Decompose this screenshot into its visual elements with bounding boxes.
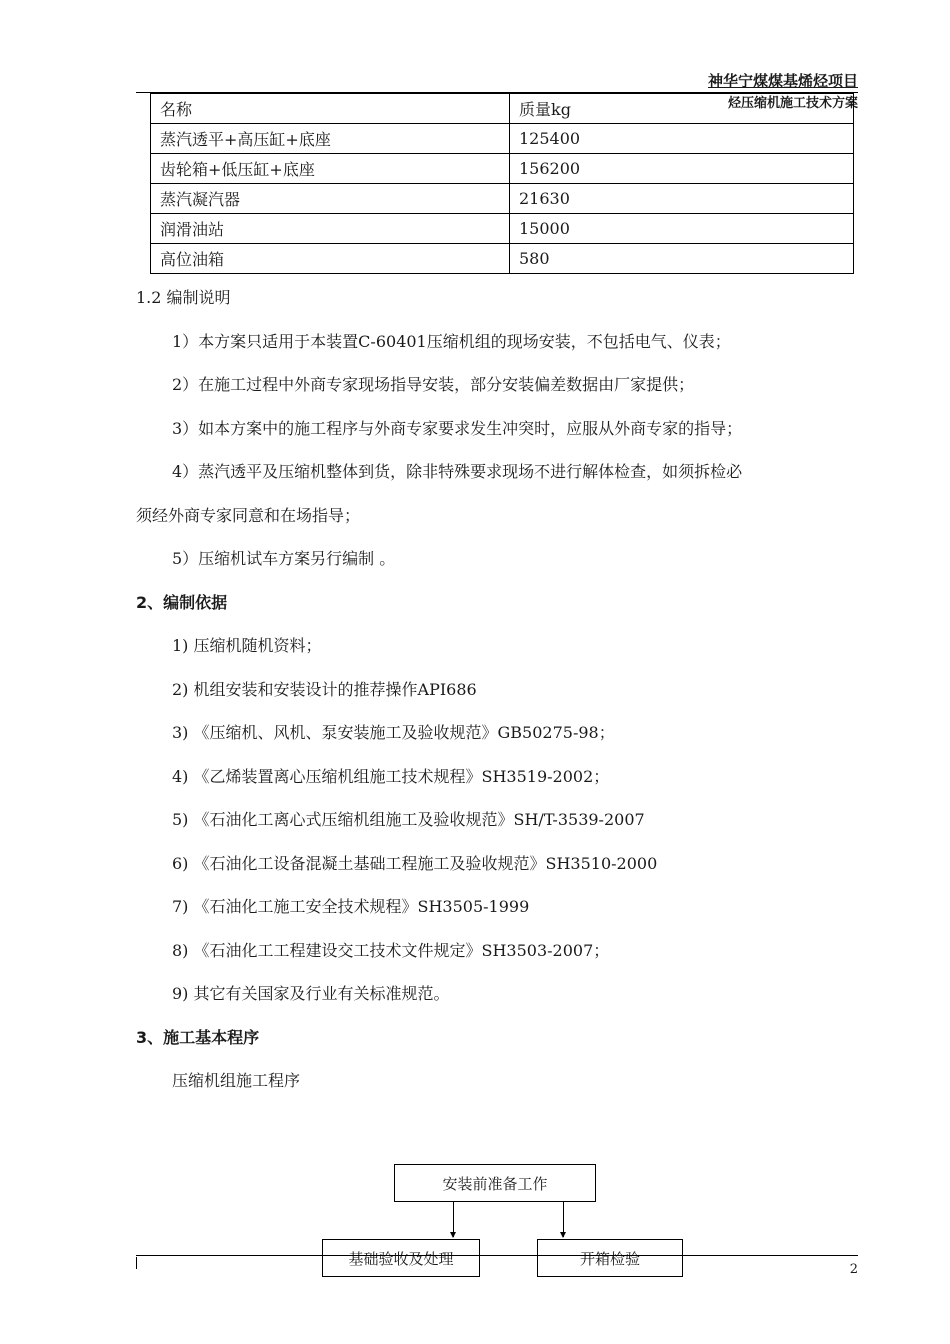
footer-rule	[136, 1255, 858, 1256]
note-item-continued: 须经外商专家同意和在场指导；	[136, 506, 361, 525]
flow-box-foundation: 基础验收及处理	[322, 1239, 480, 1277]
table-row	[151, 244, 854, 274]
header-subtitle: 烃压缩机施工技术方案	[727, 96, 858, 111]
basis-item: 3) 《压缩机、风机、泵安装施工及验收规范》GB50275-98；	[172, 723, 615, 742]
table-header-row	[151, 94, 854, 124]
table-cell-mass: 156200	[510, 154, 854, 184]
table-row	[151, 154, 854, 184]
footer-mark	[136, 1257, 137, 1269]
table-cell-name: 高位油箱	[151, 244, 510, 274]
table-header-mass: 质量kg	[510, 94, 854, 124]
table-row	[151, 124, 854, 154]
basis-item: 5) 《石油化工离心式压缩机组施工及验收规范》SH/T-3539-2007	[172, 810, 645, 829]
note-item: 2）在施工过程中外商专家现场指导安装，部分安装偏差数据由厂家提供；	[172, 375, 695, 394]
table-cell-mass: 125400	[510, 124, 854, 154]
basis-item: 4) 《乙烯装置离心压缩机组施工技术规程》SH3519-2002；	[172, 767, 610, 786]
basis-item: 7) 《石油化工施工安全技术规程》SH3505-1999	[172, 897, 530, 916]
basis-item: 9) 其它有关国家及行业有关标准规范。	[172, 984, 450, 1003]
table-cell-mass: 15000	[510, 214, 854, 244]
table-cell-mass: 21630	[510, 184, 854, 214]
header-project: 神华宁煤煤基烯烃项目	[707, 72, 858, 90]
section-3-title: 3、施工基本程序	[136, 1028, 260, 1047]
table-cell-name: 齿轮箱+低压缸+底座	[151, 154, 510, 184]
flow-arrow-right	[563, 1201, 564, 1237]
flow-arrow-left	[453, 1201, 454, 1237]
table-cell-mass: 580	[510, 244, 854, 274]
basis-item: 8) 《石油化工工程建设交工技术文件规定》SH3503-2007；	[172, 941, 610, 960]
table-cell-name: 润滑油站	[151, 214, 510, 244]
note-item: 3）如本方案中的施工程序与外商专家要求发生冲突时，应服从外商专家的指导；	[172, 419, 743, 438]
flow-box-unpacking: 开箱检验	[537, 1239, 683, 1277]
mass-table	[150, 93, 854, 274]
table-cell-name: 蒸汽凝汽器	[151, 184, 510, 214]
note-item: 4）蒸汽透平及压缩机整体到货，除非特殊要求现场不进行解体检查，如须拆检必	[172, 462, 743, 481]
section-2-title: 2、编制依据	[136, 593, 228, 612]
basis-item: 1) 压缩机随机资料；	[172, 636, 322, 655]
basis-item: 6) 《石油化工设备混凝土基础工程施工及验收规范》SH3510-2000	[172, 854, 658, 873]
section-1-2-title: 1.2 编制说明	[136, 288, 231, 307]
section-3-subtitle: 压缩机组施工程序	[172, 1071, 301, 1090]
page-number: 2	[849, 1262, 858, 1277]
table-row	[151, 214, 854, 244]
table-header-name: 名称	[151, 94, 510, 124]
basis-item: 2) 机组安装和安装设计的推荐操作API686	[172, 680, 477, 699]
note-item: 1）本方案只适用于本装置C-60401压缩机组的现场安装，不包括电气、仪表；	[172, 332, 731, 351]
table-cell-name: 蒸汽透平+高压缸+底座	[151, 124, 510, 154]
note-item: 5）压缩机试车方案另行编制 。	[172, 549, 396, 568]
flow-box-preparation: 安装前准备工作	[394, 1164, 596, 1202]
table-row	[151, 184, 854, 214]
